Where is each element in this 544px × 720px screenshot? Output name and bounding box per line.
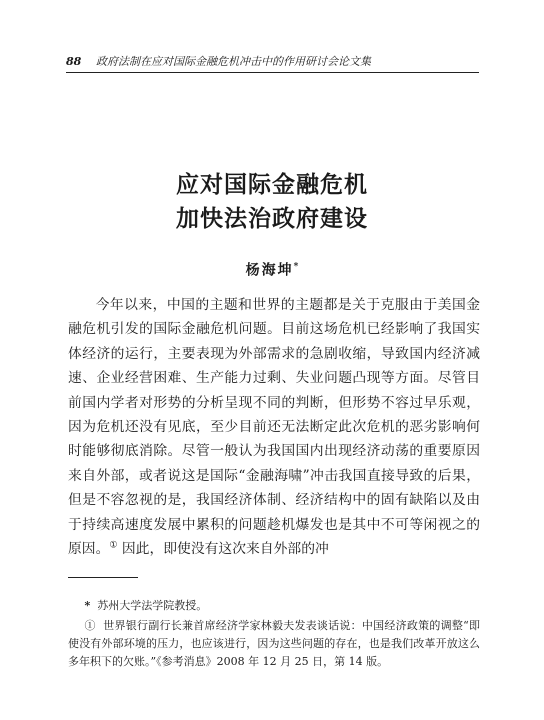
footnote-1	[68, 617, 480, 671]
header-rule	[66, 72, 479, 73]
footnote-reference: ①	[109, 540, 118, 551]
running-title: 政府法制在应对国际金融危机冲击中的作用研讨会论文集	[96, 55, 371, 68]
footnote-1-text: 苏州大学法学院教授。	[97, 599, 208, 612]
running-header	[66, 53, 478, 71]
footnote-2-text: 世界银行副行长兼首席经济学家林毅夫发表谈话说：中国经济政策的调整“即使没有外部环境的压力，也应该进行，因为这些问题的存在，也是我们改革开放这么多年积下的欠账。”《参考消息》2008 年 12 月 25 日，第 14 版。	[68, 619, 481, 668]
author-footnote-marker: *	[293, 262, 299, 272]
author-name	[0, 257, 544, 281]
footnote-author	[68, 597, 480, 615]
body-paragraph	[68, 293, 480, 561]
footnote-rule	[68, 577, 138, 578]
article-title-line-2: 加快法治政府建设	[176, 205, 368, 232]
footnote-1-marker: *	[84, 599, 91, 612]
page-number: 88	[66, 55, 82, 68]
article-title-line-1: 应对国际金融危机	[176, 171, 368, 198]
author-text: 杨海坤	[245, 262, 294, 279]
body-text-part-1: 今年以来，中国的主题和世界的主题都是关于克服由于美国金融危机引发的国际金融危机问题。目前这场危机已经影响了我国实体经济的运行，主要表现为外部需求的急剧收缩，导致国内经济减速、企业经营困难、生产能力过剩、失业问题凸现等方面。尽管目前国内学者对形势的分析呈现不同的判断，但形势不容过早乐观，因为危机还没有见底，至少目前还无法断定此次危机的恶劣影响何时能够彻底消除。尽管一般认为我国国内出现经济动荡的重要原因来自外部，或者说这是国际“金融海啸”冲击我国直接导致的后果，但是不容忽视的是，我国经济体制、经济结构中的固有缺陷以及由于持续高速度发展中累积的问题趁机爆发也是其中不可等闲视之的原因。	[68, 297, 480, 558]
footnote-2-marker: ①	[84, 619, 96, 632]
body-text-part-2: 因此，即使没有这次来自外部的冲	[117, 541, 329, 558]
